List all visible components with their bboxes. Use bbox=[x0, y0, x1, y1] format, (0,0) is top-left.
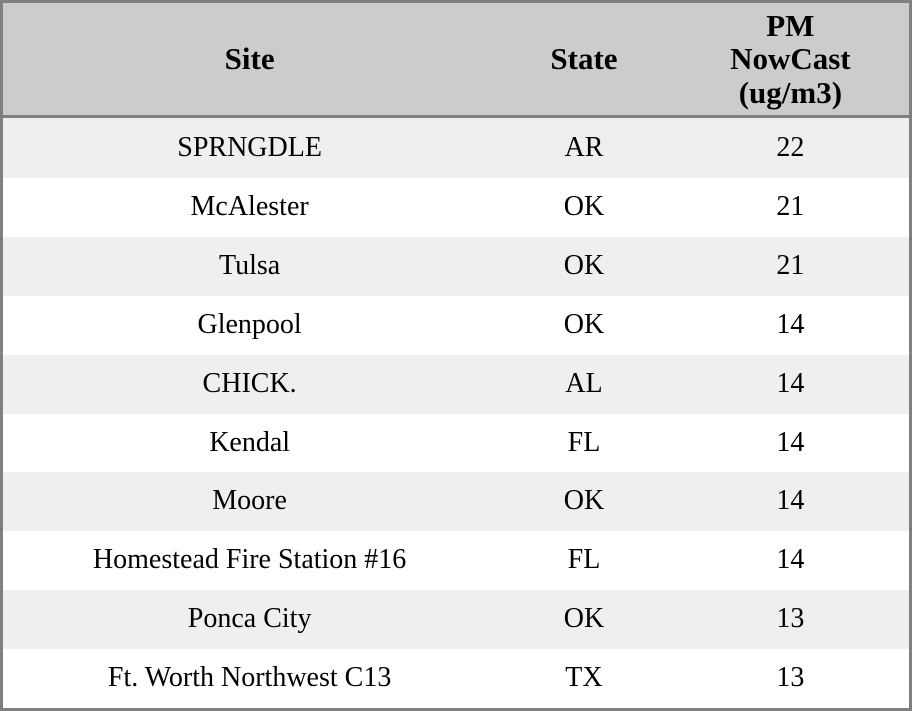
cell-state: OK bbox=[496, 237, 671, 296]
cell-state: AL bbox=[496, 355, 671, 414]
cell-state: TX bbox=[496, 649, 671, 708]
column-header-pm-nowcast-line1: PM bbox=[766, 8, 815, 43]
cell-state: OK bbox=[496, 178, 671, 237]
cell-site: Glenpool bbox=[3, 296, 496, 355]
cell-value: 14 bbox=[672, 472, 909, 531]
cell-state: AR bbox=[496, 117, 671, 178]
table-row bbox=[3, 178, 909, 237]
cell-site: CHICK. bbox=[3, 355, 496, 414]
column-header-pm-nowcast-line3: (ug/m3) bbox=[738, 74, 843, 110]
table-header-row bbox=[3, 3, 909, 117]
cell-site: Kendal bbox=[3, 414, 496, 473]
cell-site: Tulsa bbox=[3, 237, 496, 296]
table-row bbox=[3, 117, 909, 178]
cell-value: 14 bbox=[672, 414, 909, 473]
table-header bbox=[3, 3, 909, 117]
cell-value: 21 bbox=[672, 237, 909, 296]
cell-value: 21 bbox=[672, 178, 909, 237]
table-row bbox=[3, 531, 909, 590]
table-row bbox=[3, 296, 909, 355]
table-row bbox=[3, 237, 909, 296]
cell-value: 14 bbox=[672, 296, 909, 355]
cell-value: 13 bbox=[672, 590, 909, 649]
cell-value: 13 bbox=[672, 649, 909, 708]
column-header-state bbox=[496, 3, 671, 117]
cell-state: OK bbox=[496, 590, 671, 649]
table-body bbox=[3, 117, 909, 708]
air-quality-table bbox=[3, 3, 909, 708]
table-row bbox=[3, 590, 909, 649]
column-header-site bbox=[3, 3, 496, 117]
cell-state: OK bbox=[496, 296, 671, 355]
cell-site: Ft. Worth Northwest C13 bbox=[3, 649, 496, 708]
cell-site: Homestead Fire Station #16 bbox=[3, 531, 496, 590]
table-row bbox=[3, 472, 909, 531]
cell-value: 14 bbox=[672, 355, 909, 414]
column-header-site-label: Site bbox=[224, 41, 275, 77]
cell-site: Moore bbox=[3, 472, 496, 531]
cell-value: 22 bbox=[672, 117, 909, 178]
cell-state: FL bbox=[496, 531, 671, 590]
cell-state: FL bbox=[496, 414, 671, 473]
cell-value: 14 bbox=[672, 531, 909, 590]
cell-state: OK bbox=[496, 472, 671, 531]
cell-site: Ponca City bbox=[3, 590, 496, 649]
table-row bbox=[3, 649, 909, 708]
table-row bbox=[3, 414, 909, 473]
column-header-pm-nowcast bbox=[672, 3, 909, 117]
column-header-state-label: State bbox=[550, 41, 618, 77]
cell-site: SPRNGDLE bbox=[3, 117, 496, 178]
cell-site: McAlester bbox=[3, 178, 496, 237]
table-row bbox=[3, 355, 909, 414]
column-header-pm-nowcast-line2: NowCast bbox=[730, 41, 851, 77]
